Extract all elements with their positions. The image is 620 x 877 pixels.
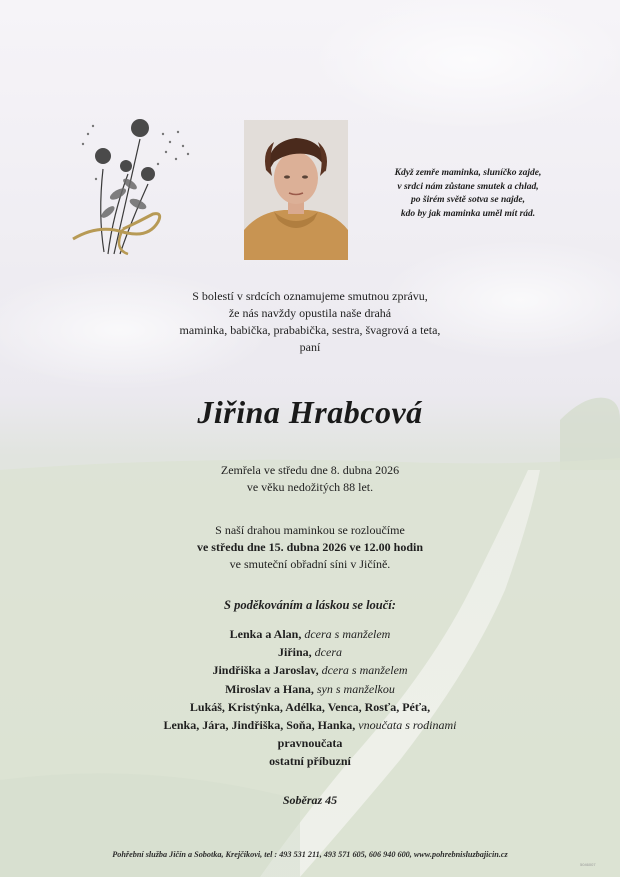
- mourner-row: [0, 680, 620, 698]
- mourner-row: [0, 625, 620, 643]
- poem-line: Když zemře maminka, sluníčko zajde,: [394, 168, 542, 178]
- mourner-relation: dcera s manželem: [304, 627, 391, 641]
- poem: [380, 167, 556, 221]
- mourner-name: pravnoučata: [277, 736, 343, 751]
- mourner-row: [0, 716, 620, 734]
- announcement: [0, 288, 620, 356]
- mourner-relation: syn s manželkou: [316, 681, 395, 696]
- funeral-date-line: ve středu dne 15. dubna 2026 ve 12.00 hodin: [196, 540, 424, 554]
- mourners-heading: S poděkováním a láskou se loučí:: [224, 598, 396, 612]
- funeral-place-line: ve smuteční obřadní síni v Jičíně.: [229, 557, 391, 571]
- mourner-row: [0, 734, 620, 752]
- portrait-photo: [244, 120, 348, 260]
- mourner-row: [0, 698, 620, 716]
- mourner-name: Lenka a Alan,: [229, 627, 302, 641]
- mourner-name: Lukáš, Kristýnka, Adélka, Venca, Rosťa, Péťa,: [189, 699, 431, 714]
- mourner-row: [0, 661, 620, 679]
- mourner-name: Lenka, Jára, Jindřiška, Soňa, Hanka,: [163, 718, 356, 733]
- deceased-name: Jiřina Hrabcová: [197, 394, 423, 430]
- mourners-list: [0, 625, 620, 771]
- announcement-line: že nás navždy opustila naše drahá: [228, 306, 392, 320]
- announcement-line: paní: [299, 340, 321, 354]
- mourner-relation: dcera s manželem: [321, 663, 408, 678]
- mourner-name: Miroslav a Hana,: [225, 681, 314, 696]
- mourner-name: ostatní příbuzní: [269, 754, 351, 769]
- document-code: 5046007: [580, 862, 596, 867]
- mourner-relation: dcera: [314, 645, 342, 660]
- rose-bouquet-icon: [68, 104, 208, 264]
- mourner-relation: vnoučata s rodinami: [358, 718, 457, 733]
- mourner-name: Jiřina,: [278, 645, 312, 660]
- funeral-service-footer: Pohřební služba Jičín a Sobotka, Krejčíkovi, tel : 493 531 211, 493 571 605, 606 940 600, www.pohrebnisluzbajicin.cz: [112, 850, 508, 859]
- mourner-row: [0, 643, 620, 661]
- mourner-row: [0, 752, 620, 770]
- poem-line: kdo by jak maminka uměl mít rád.: [400, 208, 536, 219]
- address: Soběraz 45: [282, 793, 338, 807]
- funeral-line: S naší drahou maminkou se rozloučíme: [215, 523, 405, 537]
- age-line: ve věku nedožitých 88 let.: [246, 480, 374, 494]
- poem-line: v srdci nám zůstane smutek a chlad,: [397, 181, 539, 192]
- announcement-line: maminka, babička, prababička, sestra, švagrová a teta,: [179, 323, 441, 337]
- death-date-line: Zemřela ve středu dne 8. dubna 2026: [220, 463, 400, 477]
- funeral-info: [0, 522, 620, 573]
- announcement-line: S bolestí v srdcích oznamujeme smutnou zprávu,: [192, 289, 428, 303]
- mourner-name: Jindřiška a Jaroslav,: [212, 663, 319, 678]
- death-info: [0, 462, 620, 496]
- poem-line: po širém světě sotva se najde,: [411, 195, 525, 205]
